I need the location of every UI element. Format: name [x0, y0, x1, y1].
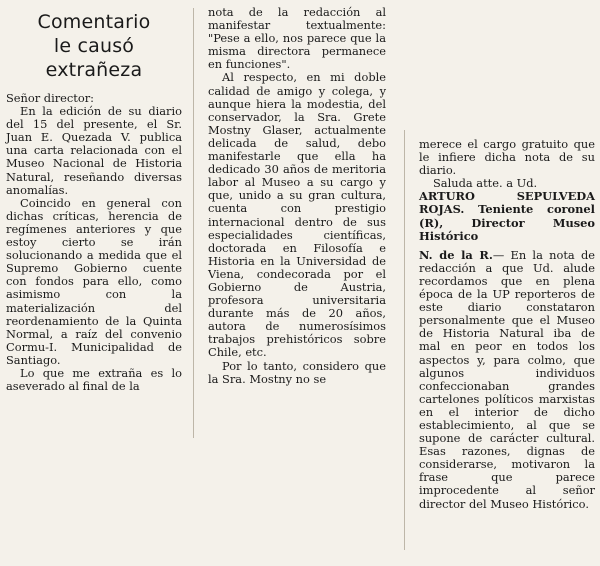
editor-note-label: N. de la R. — [419, 247, 493, 262]
headline-line: extrañeza — [45, 59, 143, 81]
closing: Saluda atte. a Ud. — [433, 176, 538, 191]
paragraph: merece el cargo gratuito que le infiere dicha nota de su diario. — [419, 137, 595, 178]
column-1 — [6, 10, 182, 393]
column-rule — [404, 130, 405, 550]
column-rule — [193, 8, 194, 438]
paragraph: Coincido en general con dichas críticas, herencia de regímenes anteriores y que estoy cierto se irán solucionando a medida que el Supremo Gobierno cuente con fondos para ello, como asimismo con la materialización del reordenamiento de la Quinta Normal, a raíz del convenio Cormu-I. Municipalidad de Santiago. — [6, 195, 182, 367]
headline-line: le causó — [53, 35, 135, 57]
headline-line: Comentario — [37, 11, 151, 33]
editor-note-text: — En la nota de redacción a que Ud. alude recordamos que en plena época de la UP reporteros de este diario constataron personalmente que el Museo de Historia Natural iba de mal en peor en todos los aspectos y, para colmo, que algunos individuos confeccionaban grandes cartelones políticos marxistas en el interior de dicho establecimiento, al que se supone de carácter cultural. Esas razones, dignas de considerarse, motivaron la frase que parece improcedente al señor director del Museo Histórico. — [419, 247, 595, 511]
signature: ARTURO SEPULVEDA ROJAS. Teniente coronel (R), Director Museo Histórico — [419, 189, 595, 243]
headline — [6, 10, 182, 82]
paragraph: Al respecto, en mi doble calidad de amigo y colega, y aunque hiera la modestia, del conservador, la Sra. Grete Mostny Glaser, actualmente delicada de salud, debo manifestarle que ella ha dedicado 30 años de meritoria labor al Museo a su cargo y que, unido a su gran cultura, cuenta con prestigio internacional dentro de sus especialidades científicas, doctorada en Filosofía e Historia en la Universidad de Viena, condecorada por el Gobierno de Austria, profesora universitaria durante más de 20 años, autora de numerosísimos trabajos prehistóricos sobre Chile, etc. — [208, 70, 386, 360]
paragraph: En la edición de su diario del 15 del presente, el Sr. Juan E. Quezada V. publica una carta relacionada con el Museo Nacional de Historia Natural, reseñando diversas anomalías. — [6, 104, 182, 197]
paragraph: Lo que me extraña es lo aseverado al final de la — [6, 365, 182, 394]
paragraph: Por lo tanto, considero que la Sra. Mostny no se — [208, 358, 386, 386]
paragraph: nota de la redacción al manifestar textualmente: "Pese a ello, nos parece que la misma directora permanece en funciones". — [208, 5, 386, 72]
editor-note — [419, 249, 595, 511]
column-2 — [208, 6, 386, 386]
column-3 — [419, 138, 595, 511]
salutation: Señor director: — [6, 91, 95, 105]
